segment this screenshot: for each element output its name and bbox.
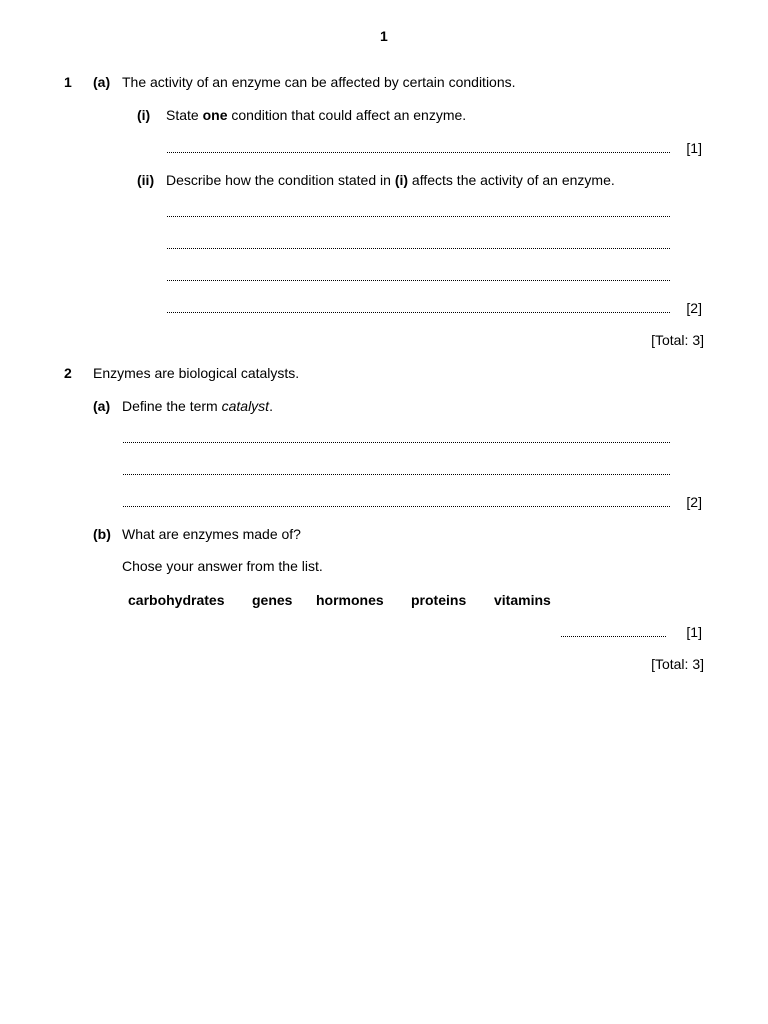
- answer-line-2a-1[interactable]: [123, 442, 670, 443]
- question-2a-text-post: .: [269, 398, 273, 414]
- question-2a-label: (a): [93, 398, 111, 414]
- question-1ai-text-pre: State: [166, 107, 203, 123]
- answer-line-1aii-2[interactable]: [167, 248, 670, 249]
- answer-option: vitamins: [494, 592, 551, 608]
- answer-line-2a-2[interactable]: [123, 474, 670, 475]
- question-2-total: [Total: 3]: [651, 656, 704, 672]
- question-2b-instruction: Chose your answer from the list.: [122, 558, 323, 574]
- question-1a-label: (a): [93, 74, 111, 90]
- answer-line-1aii-3[interactable]: [167, 280, 670, 281]
- question-1aii-text: [166, 172, 615, 188]
- answer-line-2b[interactable]: [561, 636, 666, 637]
- question-2a-term: catalyst: [221, 398, 270, 414]
- question-2a-marks: [2]: [686, 494, 702, 510]
- question-1a-text: The activity of an enzyme can be affected by certain conditions.: [122, 74, 516, 90]
- question-2b-marks: [1]: [686, 624, 702, 640]
- answer-option: hormones: [316, 592, 384, 608]
- question-1ai-text-emphasis: one: [202, 107, 228, 123]
- question-1aii-text-post: affects the activity of an enzyme.: [408, 172, 615, 188]
- question-2a-text: [122, 398, 273, 414]
- question-1ai-label: (i): [137, 107, 151, 123]
- answer-option: genes: [252, 592, 293, 608]
- answer-option: proteins: [411, 592, 467, 608]
- question-1ai-text: [166, 107, 466, 123]
- question-2-number: 2: [64, 365, 72, 381]
- question-1aii-text-pre: Describe how the condition stated in: [166, 172, 395, 188]
- question-1-number: 1: [64, 74, 72, 90]
- question-2-intro: Enzymes are biological catalysts.: [93, 365, 300, 381]
- page-number: 1: [380, 28, 388, 44]
- question-1ai-text-post: condition that could affect an enzyme.: [227, 107, 467, 123]
- question-2b-text: What are enzymes made of?: [122, 526, 301, 542]
- question-2b-label: (b): [93, 526, 111, 542]
- question-1aii-text-emphasis: (i): [394, 172, 409, 188]
- question-1aii-label: (ii): [137, 172, 155, 188]
- answer-line-1aii-4[interactable]: [167, 312, 670, 313]
- answer-option: carbohydrates: [128, 592, 225, 608]
- question-2a-text-pre: Define the term: [122, 398, 222, 414]
- question-1-total: [Total: 3]: [651, 332, 704, 348]
- answer-line-1aii-1[interactable]: [167, 216, 670, 217]
- answer-line-1ai[interactable]: [167, 152, 670, 153]
- answer-line-2a-3[interactable]: [123, 506, 670, 507]
- question-1ai-marks: [1]: [686, 140, 702, 156]
- question-1aii-marks: [2]: [686, 300, 702, 316]
